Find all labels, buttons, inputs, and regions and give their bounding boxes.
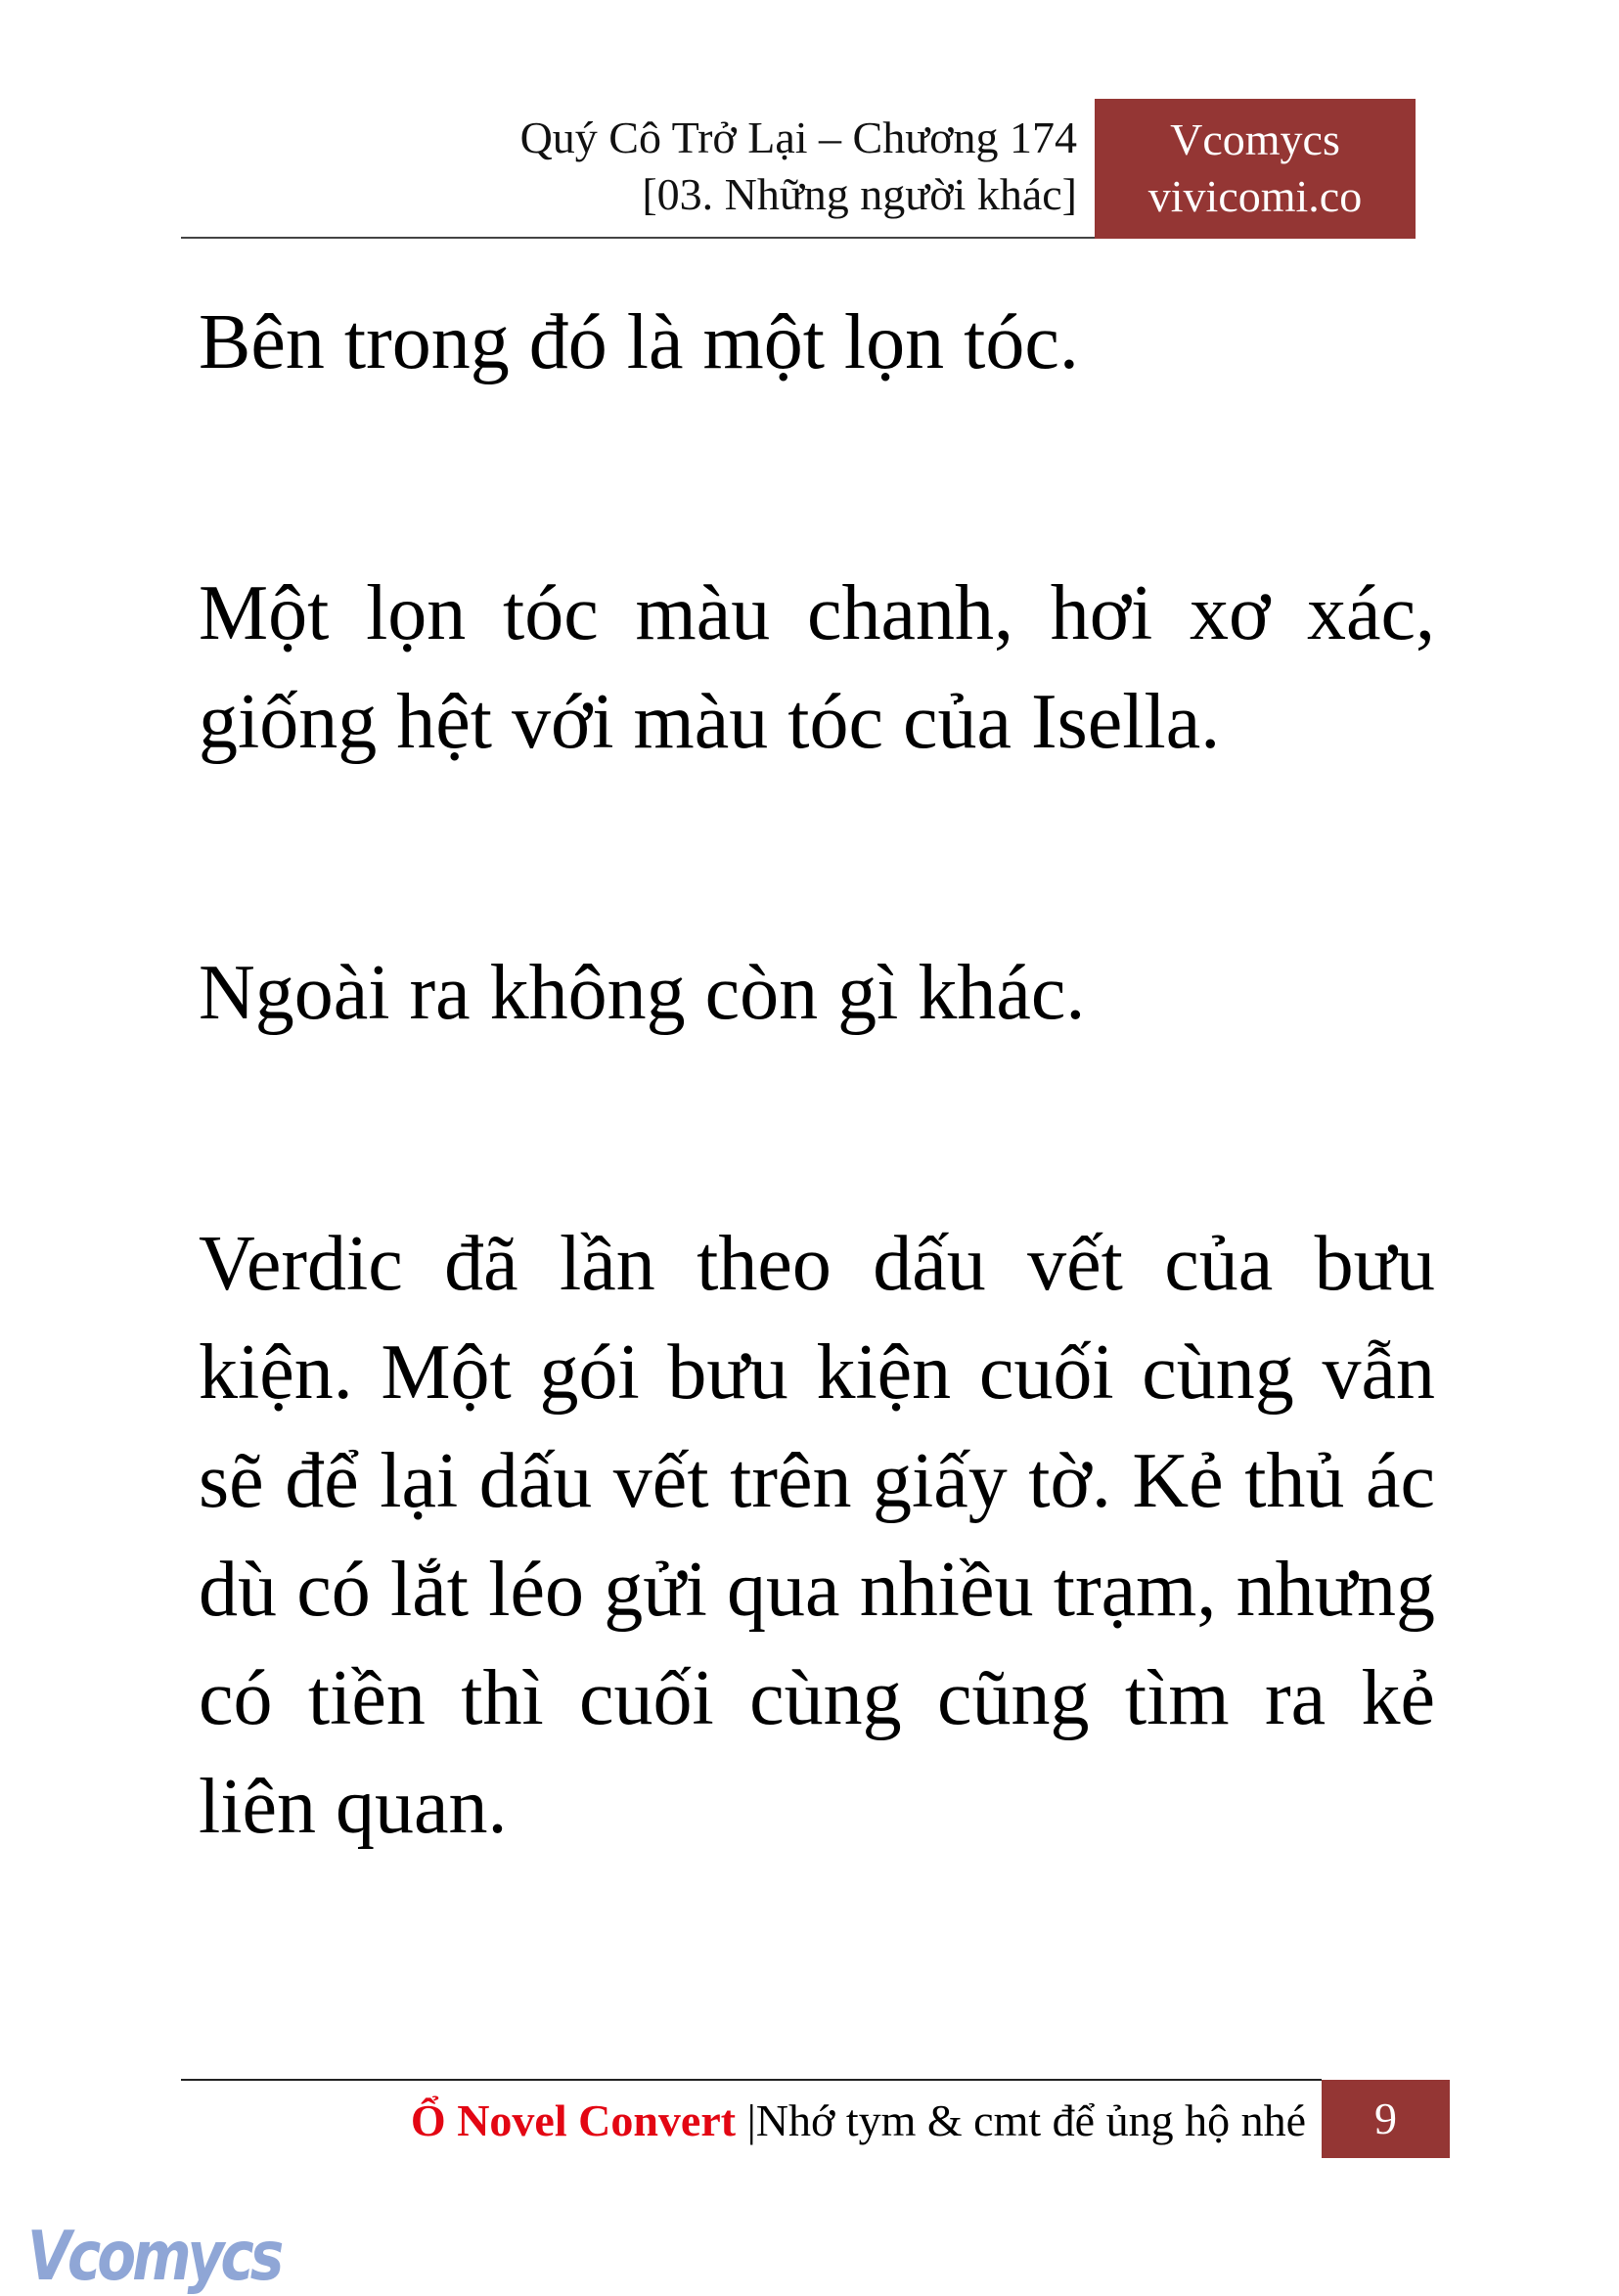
footer-brand: Ổ Novel Convert [410,2095,737,2145]
chapter-header [520,110,1077,223]
footer-divider [181,2079,1322,2081]
chapter-title: Quý Cô Trở Lại – Chương 174 [519,113,1077,162]
site-badge [1095,99,1416,239]
footer-text [411,2093,1306,2148]
paragraph: Bên trong đó là một lọn tóc. [199,299,1079,385]
paragraph: Ngoài ra không còn gì khác. [199,950,1086,1036]
header-divider [181,237,1095,239]
paragraph: Một lọn tóc màu chanh, hơi xơ xác, giống hệt với màu tóc của Isella. [199,570,1435,765]
page-number: 9 [1322,2080,1450,2158]
site-name: Vcomycs [1170,114,1340,164]
paragraph: Verdic đã lần theo dấu vết của bưu kiện. Một gói bưu kiện cuối cùng vẫn sẽ để lại dấu vết trên giấy tờ. Kẻ thủ ác dù có lắt léo gửi qua nhiều trạm, nhưng có tiền thì cuối cùng cũng tìm ra kẻ liên quan. [199,1221,1435,1850]
footer-message: Nhớ tym & cmt để ủng hộ nhé [755,2095,1306,2145]
page-body [199,289,1435,2024]
watermark-logo: Vcomycs [27,2216,281,2296]
site-url: vivicomi.co [1147,171,1363,221]
footer-separator: | [746,2095,756,2145]
chapter-subtitle: [03. Những người khác] [642,169,1077,219]
